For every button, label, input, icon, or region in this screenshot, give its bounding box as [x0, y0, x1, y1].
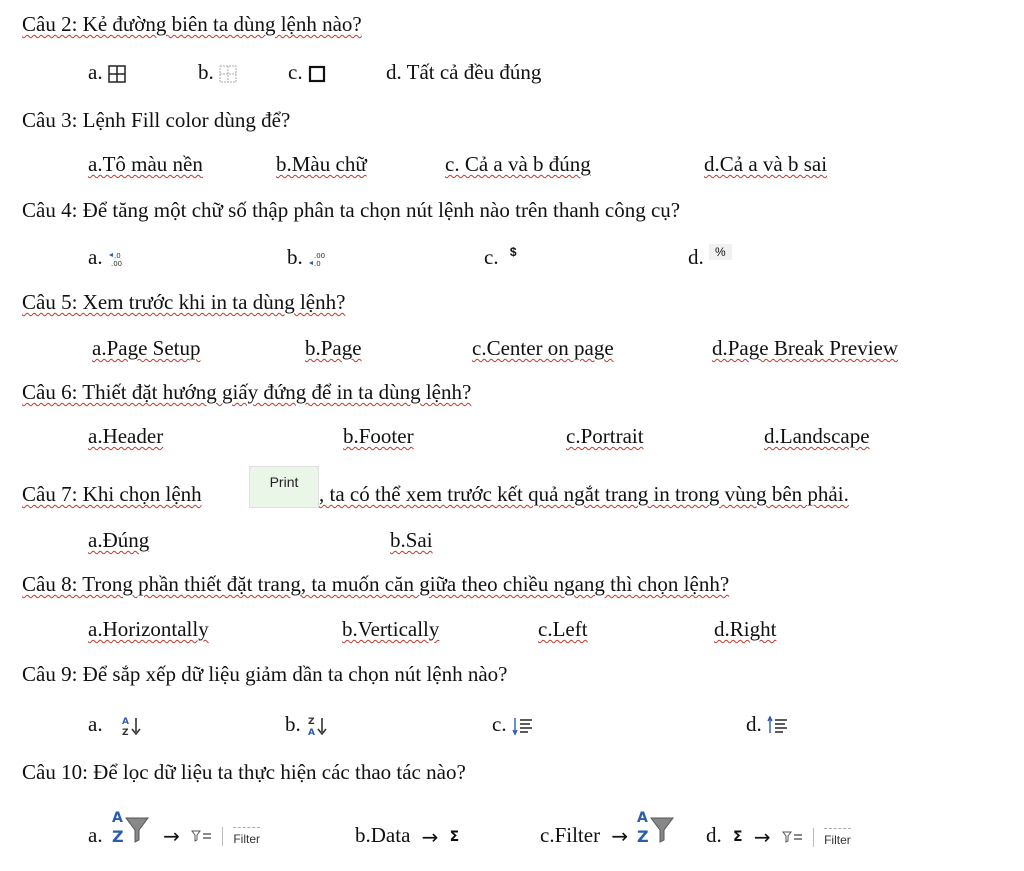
- svg-text:A: A: [121, 717, 129, 728]
- svg-text:.0: .0: [113, 252, 121, 261]
- outside-border-icon: [308, 65, 326, 83]
- svg-text:A: A: [637, 810, 649, 826]
- question-7-after: , ta có thể xem trước kết quả ngắt trang in trong vùng bên phải.: [319, 482, 849, 506]
- filter-button[interactable]: Filter: [813, 828, 857, 847]
- question-5: Câu 5: Xem trước khi in ta dùng lệnh?: [22, 290, 346, 314]
- svg-text:Z: Z: [308, 717, 315, 728]
- q9-option-b: b. Z A: [285, 712, 336, 738]
- filter-funnel-icon: [782, 829, 804, 845]
- q9-option-d: d.: [746, 712, 789, 737]
- sort-a-to-z-icon: [120, 714, 150, 738]
- q5-option-c: c.Center on page: [472, 336, 614, 360]
- arrow-icon: →: [753, 825, 771, 850]
- question-7-before: Câu 7: Khi chọn lệnh: [22, 482, 202, 506]
- q4-option-b: b. .00 .0: [287, 245, 328, 270]
- svg-text:.0: .0: [314, 260, 321, 269]
- q6-option-c: c.Portrait: [566, 424, 644, 448]
- q10-option-b: b.Data → Σ: [355, 823, 460, 850]
- q6-option-b: b.Footer: [343, 424, 414, 448]
- q3-option-a: a.Tô màu nền: [88, 152, 203, 176]
- q4-option-a: a. .0 .00: [88, 245, 128, 270]
- filter-funnel-icon: [191, 828, 213, 844]
- print-button[interactable]: Print: [249, 466, 319, 508]
- sort-filter-icon: [633, 806, 677, 848]
- question-9: Câu 9: Để sắp xếp dữ liệu giảm dần ta chọn nút lệnh nào?: [22, 662, 508, 686]
- q10-option-d: d. Σ → Filter: [706, 823, 857, 849]
- decrease-decimal-icon: [308, 250, 328, 268]
- q4-option-d: d. %: [688, 245, 732, 270]
- svg-text:Z: Z: [121, 728, 129, 739]
- q8-option-a: a.Horizontally: [88, 617, 209, 641]
- svg-text:.00: .00: [110, 260, 122, 269]
- q3-option-c: c. Cả a và b đúng: [445, 152, 591, 176]
- q2-option-d: d. Tất cả đều đúng: [386, 60, 542, 84]
- all-borders-icon: [108, 65, 126, 83]
- increase-decimal-icon: [108, 250, 128, 268]
- svg-text:.00: .00: [314, 252, 326, 261]
- q5-option-a: a.Page Setup: [92, 336, 201, 360]
- q9-option-a: a. A Z: [88, 712, 150, 738]
- question-2: Câu 2: Kẻ đường biên ta dùng lệnh nào?: [22, 12, 362, 36]
- q10-option-a: a. A Z → Filter: [88, 806, 266, 848]
- q7-option-b: b.Sai: [390, 528, 433, 552]
- question-6: Câu 6: Thiết đặt hướng giấy đứng để in ta dùng lệnh?: [22, 380, 472, 404]
- no-border-grid-icon: [219, 65, 237, 83]
- filter-button[interactable]: Filter: [222, 827, 266, 846]
- custom-sort-icon: [512, 715, 534, 737]
- q9-option-c: c.: [492, 712, 534, 737]
- q4-option-c: c. $: [484, 245, 517, 269]
- q7-option-a: a.Đúng: [88, 528, 150, 552]
- q6-option-d: d.Landscape: [764, 424, 870, 448]
- sort-filter-icon: [108, 806, 152, 848]
- custom-sort-alt-icon: [767, 715, 789, 737]
- q3-option-b: b.Màu chữ: [276, 152, 367, 176]
- q10-option-c: c.Filter → A Z: [540, 806, 677, 848]
- sum-icon: Σ: [733, 829, 743, 846]
- arrow-icon: →: [421, 825, 439, 850]
- percent-icon: %: [709, 244, 732, 260]
- q8-option-b: b.Vertically: [342, 617, 440, 641]
- currency-icon: $: [509, 245, 517, 259]
- arrow-icon: →: [611, 824, 629, 848]
- q2-option-a: a.: [88, 60, 126, 85]
- q5-option-b: b.Page: [305, 336, 362, 360]
- q2-option-c: c.: [288, 60, 326, 85]
- arrow-icon: →: [163, 824, 180, 848]
- svg-text:Z: Z: [111, 827, 124, 846]
- svg-text:A: A: [308, 728, 315, 739]
- q6-option-a: a.Header: [88, 424, 164, 448]
- sort-z-to-a-icon: [306, 714, 336, 738]
- question-8: Câu 8: Trong phần thiết đặt trang, ta muốn căn giữa theo chiều ngang thì chọn lệnh?: [22, 572, 730, 596]
- svg-text:A: A: [111, 810, 123, 826]
- question-4: Câu 4: Để tăng một chữ số thập phân ta chọn nút lệnh nào trên thanh công cụ?: [22, 198, 681, 222]
- question-10: Câu 10: Để lọc dữ liệu ta thực hiện các thao tác nào?: [22, 760, 466, 784]
- sum-icon: Σ: [449, 829, 460, 846]
- q8-option-d: d.Right: [714, 617, 777, 641]
- q2-option-b: b.: [198, 60, 237, 85]
- svg-text:Z: Z: [637, 827, 649, 846]
- question-3: Câu 3: Lệnh Fill color dùng để?: [22, 108, 291, 132]
- q5-option-d: d.Page Break Preview: [712, 336, 899, 360]
- q8-option-c: c.Left: [538, 617, 588, 641]
- q3-option-d: d.Cả a và b sai: [704, 152, 828, 176]
